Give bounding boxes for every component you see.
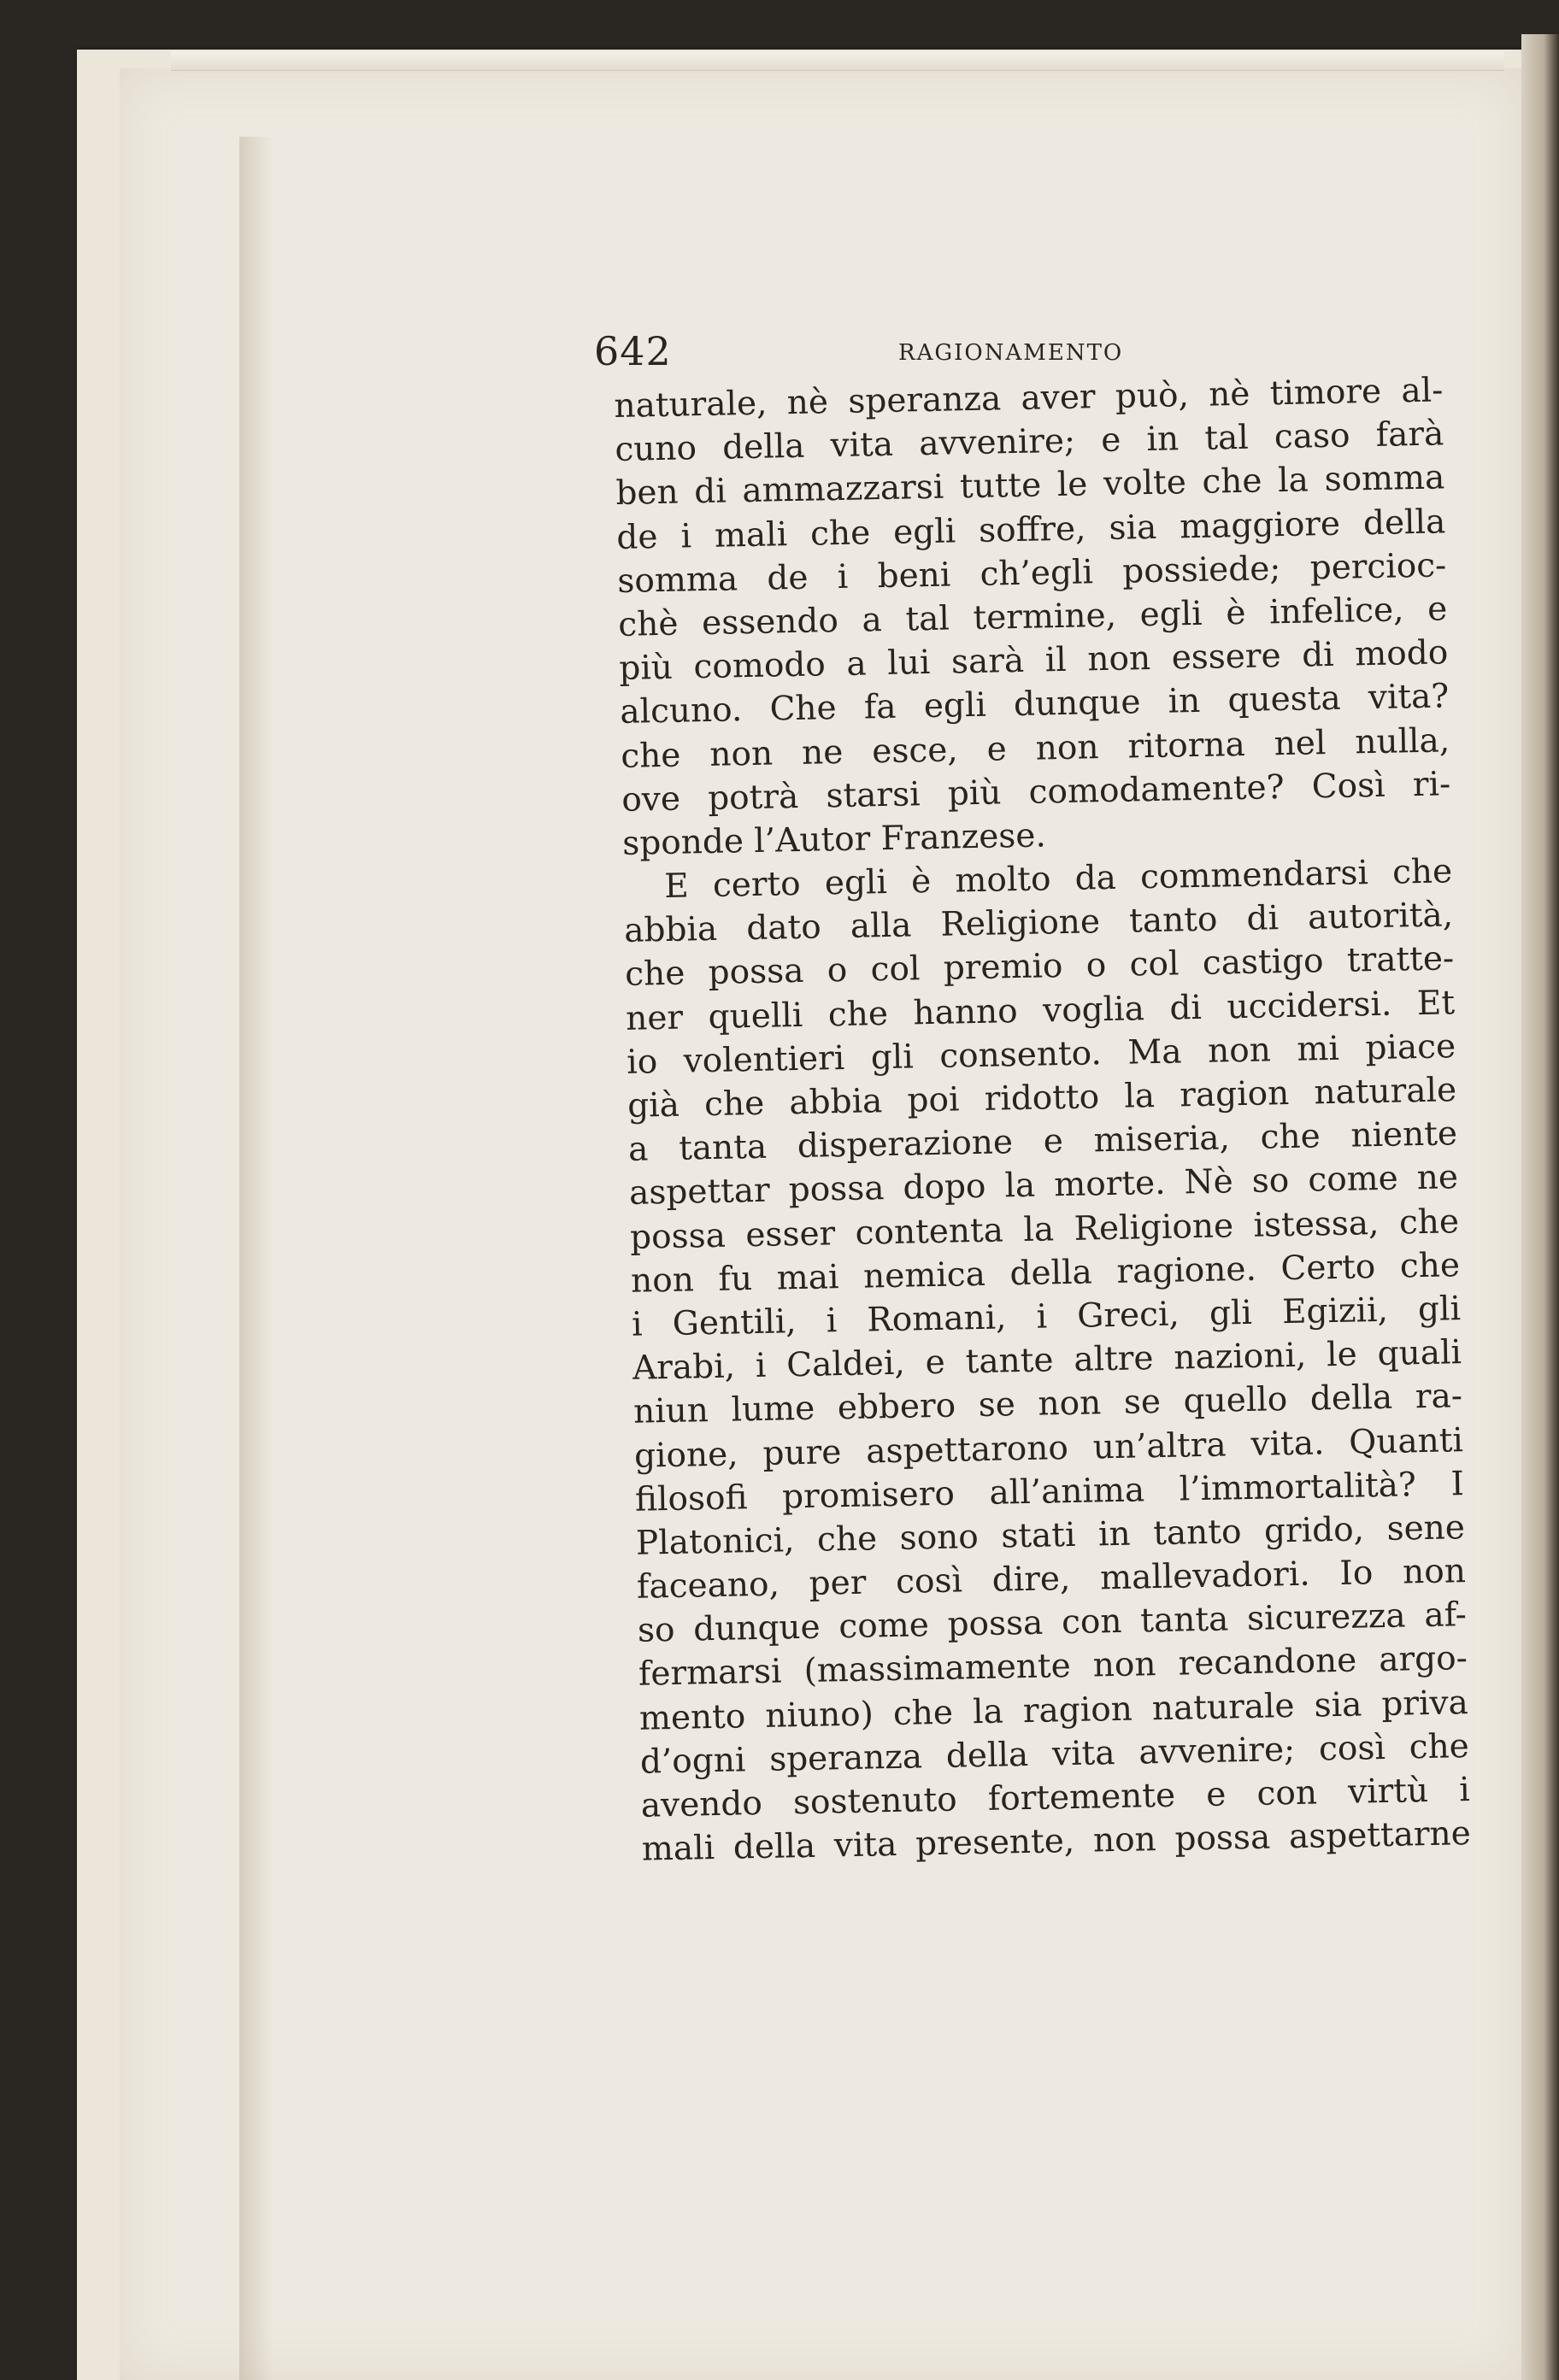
gutter-shadow — [239, 137, 274, 2380]
text-line: Arabi, i Caldei, e tante altre nazioni, le quali — [632, 1333, 1462, 1388]
text-line: più comodo a lui sarà il non essere di modo — [618, 633, 1449, 689]
text-line: de i mali che egli soffre, sia maggiore della — [616, 502, 1446, 557]
text-line: già che abbia poi ridotto la ragion naturale — [627, 1071, 1457, 1125]
text-line: non fu mai nemica della ragione. Certo che — [630, 1245, 1461, 1301]
text-line: ove potrà starsi più comodamente? Così ri- — [621, 764, 1451, 820]
text-line: ben di ammazzarsi tutte le volte che la somma — [615, 458, 1445, 514]
text-line: i Gentili, i Romani, i Greci, gli Egizii, gli — [631, 1290, 1462, 1344]
text-line: avendo sostenuto fortemente e con virtù i — [640, 1771, 1471, 1825]
body-text — [614, 368, 1471, 1872]
text-line: mali della vita presente, non possa aspettarne — [641, 1814, 1472, 1869]
paragraph-end-line: sponde l’Autor Franzese. — [621, 816, 1047, 863]
text-line: io volentieri gli consento. Ma non mi piace — [626, 1027, 1456, 1082]
text-line: faceano, per così dire, mallevadori. Io non — [636, 1552, 1467, 1607]
text-line: filosofi promisero all’anima l’immortalità? I — [634, 1464, 1465, 1519]
text-line: d’ogni speranza della vita avvenire; così che — [639, 1726, 1470, 1782]
text-line: somma de i beni ch’egli possiede; percioc- — [616, 546, 1447, 601]
text-line: a tanta disperazione e miseria, che niente — [627, 1114, 1458, 1170]
text-line: che possa o col premio o col castigo tratte- — [624, 939, 1455, 995]
text-line: gione, pure aspettarono un’altra vita. Quanti — [633, 1420, 1464, 1476]
text-line: possa esser contenta la Religione istessa, che — [629, 1202, 1460, 1257]
text-line: abbia dato alla Religione tanto di autorità, — [623, 896, 1454, 951]
text-line: cuno della vita avvenire; e in tal caso farà — [615, 414, 1444, 470]
text-line: Platonici, che sono stati in tanto grido, sene — [635, 1508, 1466, 1563]
text-line: aspettar possa dopo la morte. Nè so come ne — [628, 1158, 1459, 1214]
text-line: che non ne esce, e non ritorna nel nulla, — [620, 720, 1450, 776]
book-edge — [1521, 34, 1559, 2380]
text-line: naturale, nè speranza aver può, nè timore al- — [614, 371, 1444, 426]
running-head: RAGIONAMENTO — [898, 340, 1124, 366]
text-line: mento niuno) che la ragion naturale sia priva — [638, 1683, 1469, 1738]
text-line: alcuno. Che fa egli dunque in questa vita? — [619, 677, 1450, 732]
page-number: 642 — [594, 328, 672, 374]
paragraph-start-line: E certo egli è molto da commendarsi che — [663, 852, 1453, 907]
text-line: ner quelli che hanno voglia di uccidersi. Et — [625, 983, 1456, 1038]
text-line: niun lume ebbero se non se quello della ra- — [632, 1377, 1463, 1432]
top-page-fold — [171, 51, 1504, 71]
text-line: fermarsi (massimamente non recandone argo- — [638, 1639, 1468, 1695]
text-line: chè essendo a tal termine, egli è infelice, e — [617, 590, 1448, 644]
text-line: so dunque come possa con tanta sicurezza af- — [637, 1595, 1468, 1650]
